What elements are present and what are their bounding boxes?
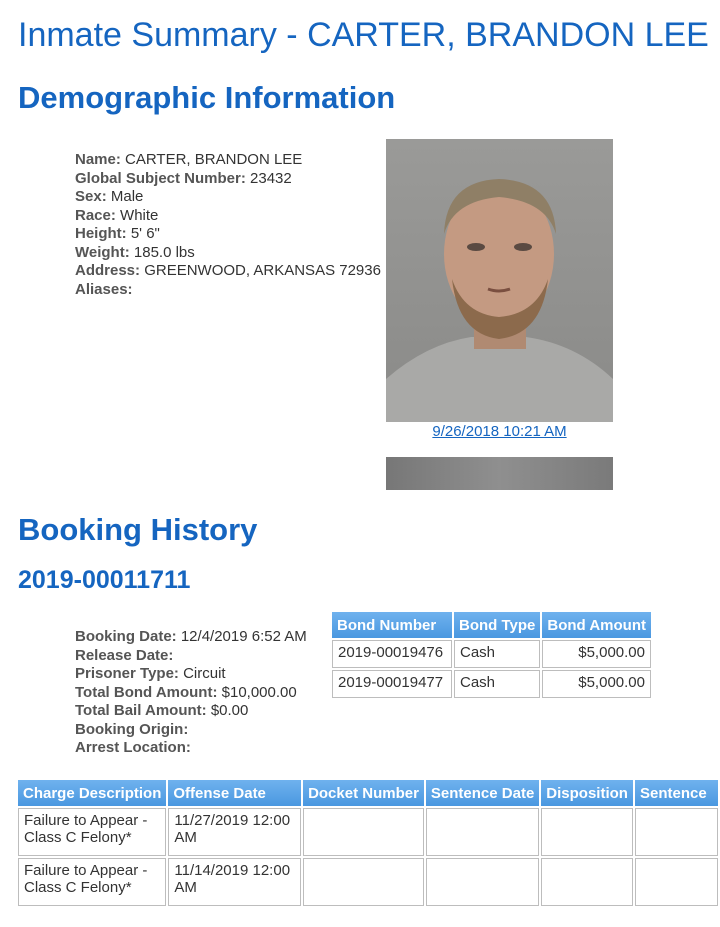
bond-header-row (332, 612, 651, 638)
charges-header-row (18, 780, 718, 806)
field-address: Address: GREENWOOD, ARKANSAS 72936 (75, 262, 381, 279)
sentence-cell (635, 808, 718, 856)
table-row (18, 808, 718, 856)
offense-date-header: Offense Date (168, 780, 301, 806)
sentence-cell (635, 858, 718, 906)
bond-number-cell: 2019-00019476 (332, 640, 452, 668)
bond-table (330, 610, 653, 700)
field-booking-origin: Booking Origin: (75, 720, 189, 738)
table-row (332, 670, 651, 698)
charges-table (16, 778, 720, 908)
field-global-subject-number: Global Subject Number: 23432 (75, 169, 292, 187)
field-race: Race: White (75, 206, 159, 224)
demographic-heading: Demographic Information (18, 80, 396, 115)
bond-number-header: Bond Number (332, 612, 452, 638)
charge-description-header: Charge Description (18, 780, 166, 806)
docket-number-header: Docket Number (303, 780, 424, 806)
disposition-cell (541, 808, 633, 856)
field-weight: Weight: 185.0 lbs (75, 243, 195, 261)
page-title: Inmate Summary - CARTER, BRANDON LEE (18, 16, 709, 54)
field-aliases: Aliases: (75, 280, 133, 298)
table-row (332, 640, 651, 668)
bond-amount-cell: $5,000.00 (542, 670, 651, 698)
bond-amount-cell: $5,000.00 (542, 640, 651, 668)
booking-info (75, 628, 307, 758)
offense-date-cell: 11/27/2019 12:00 AM (168, 808, 301, 856)
mugshot-image (386, 139, 613, 422)
field-release-date: Release Date: (75, 646, 174, 664)
field-total-bond-amount: Total Bond Amount: $10,000.00 (75, 683, 297, 701)
mugshot-photo (386, 139, 613, 422)
table-row (18, 858, 718, 906)
booking-number: 2019-00011711 (18, 566, 191, 594)
charge-description-cell: Failure to Appear - Class C Felony* (18, 808, 166, 856)
charge-description-cell: Failure to Appear - Class C Felony* (18, 858, 166, 906)
bond-type-header: Bond Type (454, 612, 540, 638)
field-total-bail-amount: Total Bail Amount: $0.00 (75, 702, 249, 719)
sentence-date-header: Sentence Date (426, 780, 539, 806)
bond-type-cell: Cash (454, 670, 540, 698)
bond-amount-header: Bond Amount (542, 612, 651, 638)
disposition-header: Disposition (541, 780, 633, 806)
docket-number-cell (303, 808, 424, 856)
sentence-header: Sentence (635, 780, 718, 806)
field-height: Height: 5' 6" (75, 225, 160, 242)
booking-history-heading: Booking History (18, 512, 258, 547)
bond-number-cell: 2019-00019477 (332, 670, 452, 698)
photo-date-link[interactable]: 9/26/2018 10:21 AM (432, 423, 567, 440)
field-booking-date: Booking Date: 12/4/2019 6:52 AM (75, 628, 307, 645)
disposition-cell (541, 858, 633, 906)
field-prisoner-type: Prisoner Type: Circuit (75, 665, 226, 682)
field-arrest-location: Arrest Location: (75, 739, 191, 756)
field-name: Name: CARTER, BRANDON LEE (75, 151, 303, 168)
docket-number-cell (303, 858, 424, 906)
offense-date-cell: 11/14/2019 12:00 AM (168, 858, 301, 906)
field-sex: Sex: Male (75, 188, 144, 205)
sentence-date-cell (426, 808, 539, 856)
sentence-date-cell (426, 858, 539, 906)
demographic-info (75, 151, 381, 299)
second-photo-thumbnail[interactable] (386, 457, 613, 490)
bond-type-cell: Cash (454, 640, 540, 668)
